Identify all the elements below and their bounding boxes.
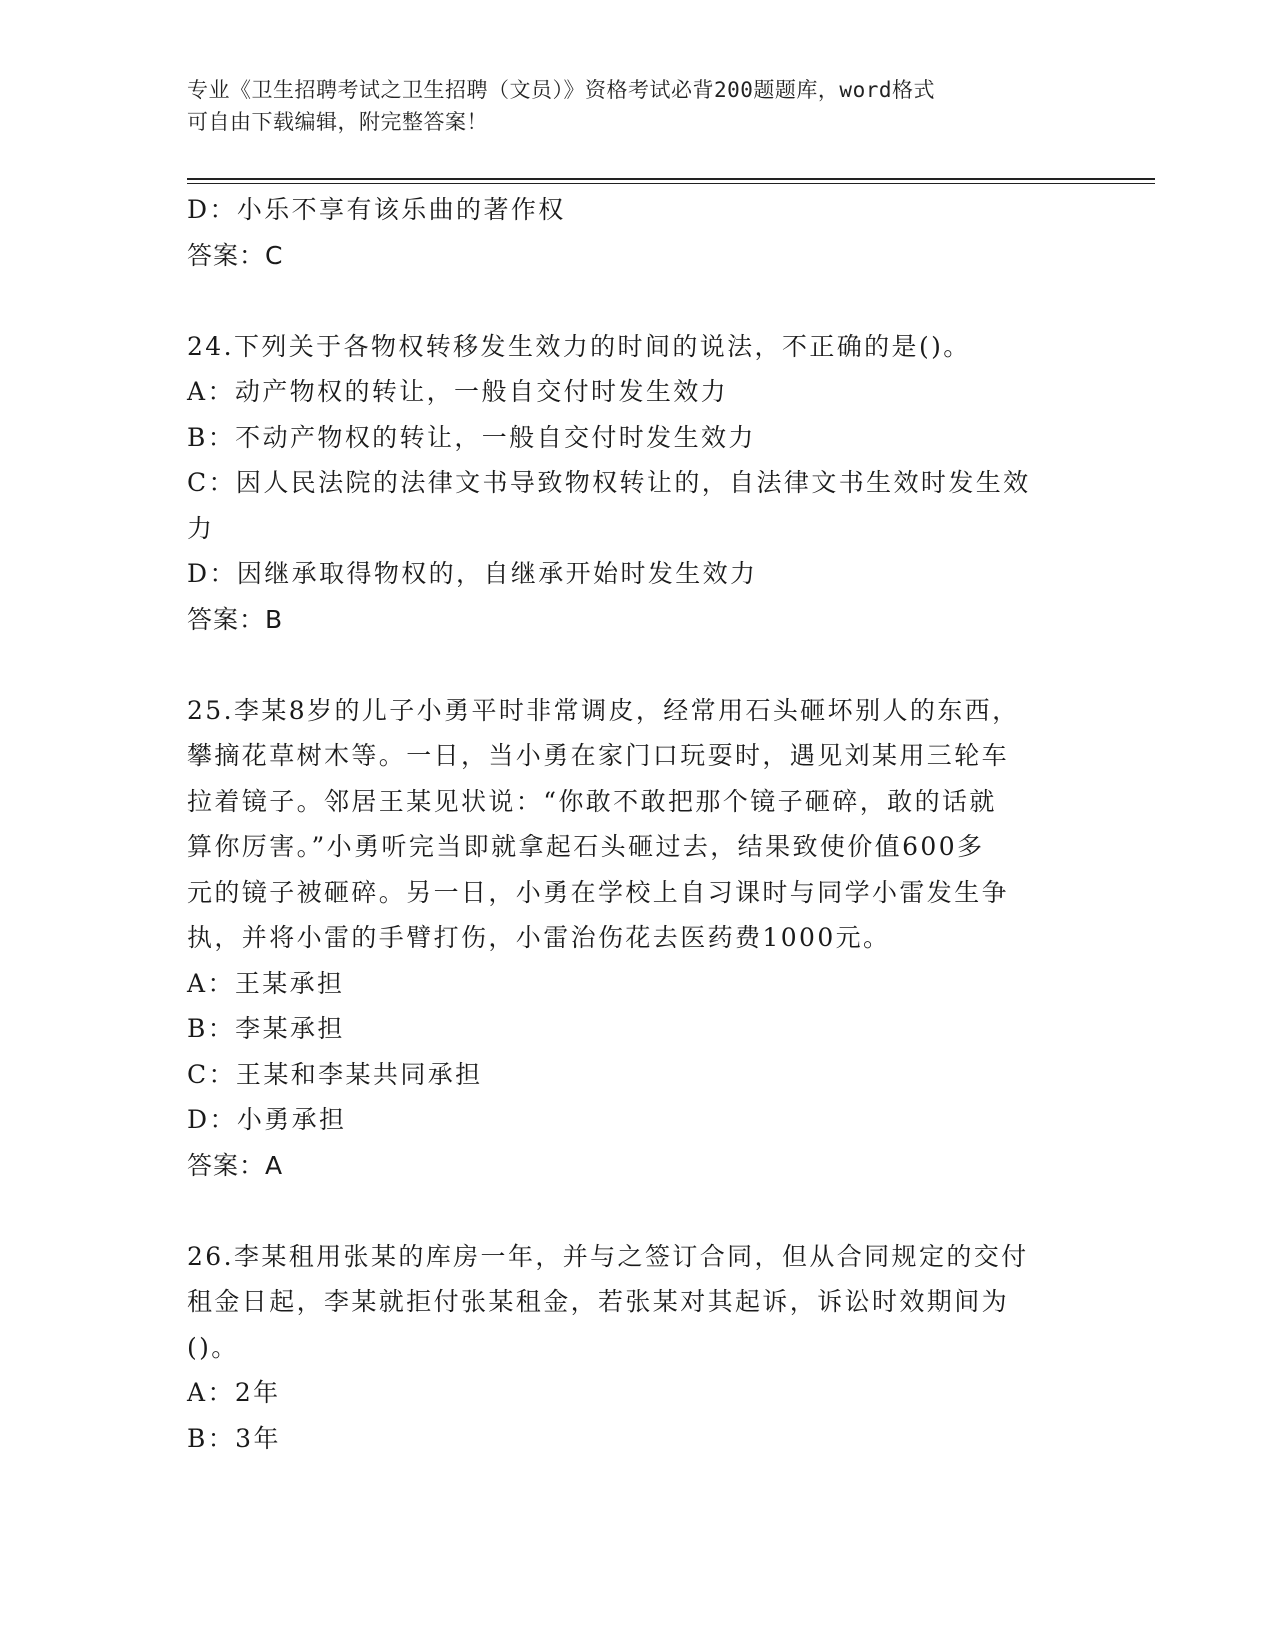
header-title-line-1: 专业《卫生招聘考试之卫生招聘（文员）》资格考试必背200题题库，word格式 [187,78,935,102]
answer-text: 答案：B [187,604,284,634]
question-stem: 24.下列关于各物权转移发生效力的时间的说法，不正确的是()。 [187,331,971,361]
question-stem-line-1: 25.李某8岁的儿子小勇平时非常调皮，经常用石头砸坏别人的东西， [187,695,1020,725]
question-stem-line-3: 拉着镜子。邻居王某见状说：“你敢不敢把那个镜子砸碎，敢的话就 [187,786,997,816]
option-c: C：王某和李某共同承担 [187,1059,483,1089]
option-d: D：因继承取得物权的，自继承开始时发生效力 [187,559,758,588]
option-b: B：3年 [187,1423,281,1453]
question-stem-line-2: 租金日起，李某就拒付张某租金，若张某对其起诉，诉讼时效期间为 [187,1287,1010,1316]
spacer [187,1188,1067,1234]
question-content [187,187,1067,1461]
page-header [187,74,1067,138]
option-a: A：动产物权的转让，一般自交付时发生效力 [187,377,729,406]
question-stem-line-4: 算你厉害。”小勇听完当即就拿起石头砸过去，结果致使价值600多 [187,832,985,861]
spacer [187,642,1067,688]
header-divider [187,178,1155,184]
question-stem-line-5: 元的镜子被砸碎。另一日，小勇在学校上自习课时与同学小雷发生争 [187,877,1010,907]
question-stem-line-1: 26.李某租用张某的库房一年，并与之签订合同，但从合同规定的交付 [187,1241,1029,1271]
option-b: B：李某承担 [187,1014,345,1043]
question-stem-line-2: 攀摘花草树木等。一日，当小勇在家门口玩耍时，遇见刘某用三轮车 [187,741,1010,770]
option-c-line-2: 力 [187,513,215,543]
question-26 [187,1234,1067,1462]
option-d: D：小乐不享有该乐曲的著作权 [187,195,566,224]
spacer [187,278,1067,324]
option-d: D：小勇承担 [187,1105,347,1134]
question-stem-line-6: 执，并将小雷的手臂打伤，小雷治伤花去医药费1000元。 [187,923,891,952]
option-a: A：2年 [187,1378,281,1407]
option-c-line-1: C：因人民法院的法律文书导致物权转让的，自法律文书生效时发生效 [187,468,1031,497]
question-25 [187,688,1067,1189]
answer-text: 答案：C [187,240,284,270]
option-a: A：王某承担 [187,968,345,998]
document-page [187,0,1157,1650]
question-23-tail [187,187,1067,278]
question-stem-line-3: ()。 [187,1332,239,1362]
option-b: B：不动产物权的转让，一般自交付时发生效力 [187,422,756,452]
header-title-line-2: 可自由下载编辑，附完整答案！ [187,110,488,134]
answer-text: 答案：A [187,1150,284,1180]
question-24 [187,324,1067,643]
